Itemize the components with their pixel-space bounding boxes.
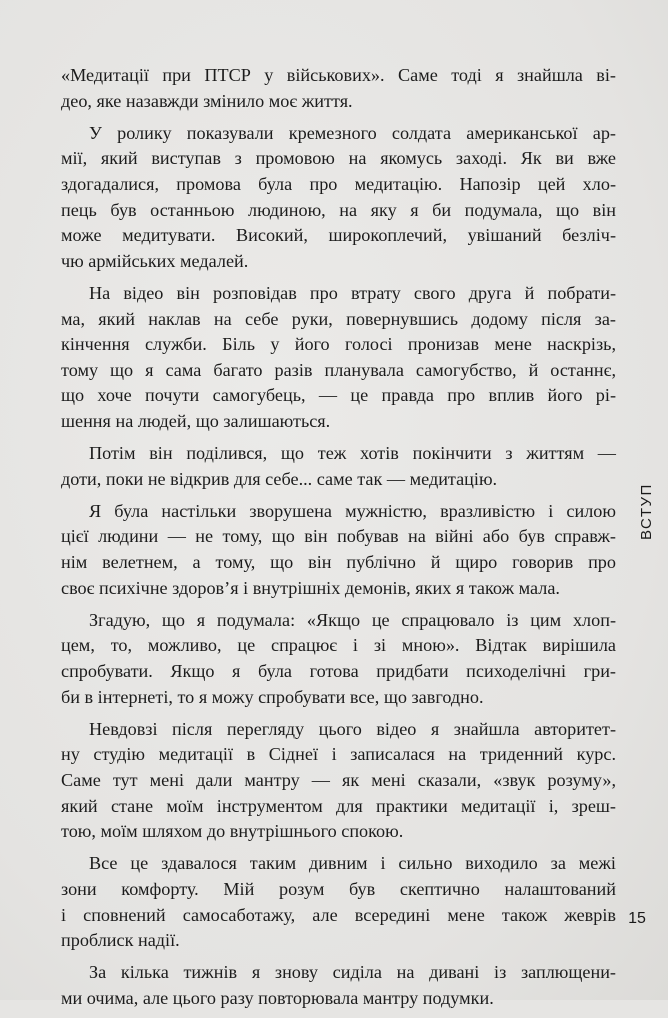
paragraph (61, 499, 616, 601)
text-line: що хоче почути самогубець, — це правда про вплив його рі- (61, 385, 616, 406)
text-line: тою, моїм шляхом до внутрішнього спокою. (61, 821, 404, 842)
text-line: кінчення служби. Біль у його голосі пронизав мене наскрізь, (61, 334, 616, 355)
text-line: може медитувати. Високий, широкоплечий, увішаний безліч- (61, 225, 616, 246)
text-line: і сповнений самосаботажу, але всередині мене також жеврів (61, 904, 616, 925)
text-line: цієї людини — не тому, що він побував на війні або був справж- (61, 526, 616, 547)
text-line: чю армійських медалей. (61, 250, 249, 271)
body-text (61, 63, 616, 1018)
text-line: цем, то, можливо, це спрацює і зі мною». Відтак вирішила (61, 635, 616, 656)
paragraph (61, 63, 616, 114)
text-line: доти, поки не відкрив для себе... саме так — медитацію. (61, 468, 498, 489)
paragraph (61, 960, 616, 1011)
text-line: своє психічне здоров’я і внутрішніх демонів, яких я також мала. (61, 577, 560, 598)
text-line: Саме тут мені дали мантру — як мені сказали, «звук розуму», (61, 770, 616, 790)
text-line: тому що я сама багато разів планувала самогубство, й останнє, (61, 359, 616, 380)
text-line: би в інтернеті, то я можу спробувати все, що завгодно. (61, 686, 484, 707)
text-line: пець був останньою людиною, на яку я би подумала, що він (61, 199, 616, 220)
text-line: На відео він розповідав про втрату свого друга й побрати- (89, 282, 616, 303)
paragraph (61, 121, 616, 275)
text-line: «Медитації при ПТСР у військових». Саме тоді я знайшла ві- (61, 65, 616, 85)
running-head: ВСТУП (638, 483, 655, 540)
paragraph (61, 851, 616, 953)
text-line: проблиск надії. (61, 930, 180, 951)
text-line: Невдовзі після перегляду цього відео я знайшла авторитет- (89, 718, 616, 739)
text-line: нім велетнем, а тому, що він публічно й щиро говорив про (61, 552, 616, 573)
text-line: здогадалися, промова була про медитацію. Напозір цей хло- (61, 173, 616, 194)
text-line: Я була настільки зворушена мужністю, вразливістю і силою (89, 500, 616, 521)
text-line: ма, який наклав на себе руки, повернувшись додому після за- (61, 308, 616, 329)
text-line: ми очима, але цього разу повторювала мантру подумки. (61, 987, 494, 1008)
text-line: шення на людей, що залишаються. (61, 410, 331, 431)
text-line: зони комфорту. Мій розум був скептично налаштований (61, 878, 616, 899)
text-line: спробувати. Якщо я була готова придбати психоделічні гри- (61, 661, 616, 682)
paragraph (61, 281, 616, 435)
text-line: мії, який виступав з промовою на якомусь заході. Як ви вже (61, 148, 616, 169)
text-line: Потім він поділився, що теж хотів покінчити з життям — (89, 443, 616, 464)
text-line: У ролику показували кремезного солдата американської ар- (89, 122, 616, 143)
page-number: 15 (628, 910, 646, 927)
text-line: За кілька тижнів я знову сиділа на дивані із заплющени- (89, 962, 616, 983)
text-line: Згадую, що я подумала: «Якщо це спрацювало із цим хлоп- (89, 609, 616, 630)
text-line: Все це здавалося таким дивним і сильно виходило за межі (89, 853, 616, 874)
text-line: ну студію медитації в Сіднеї і записалася на триденний курс. (61, 744, 616, 765)
text-line: део, яке назавжди змінило моє життя. (61, 90, 353, 111)
text-line: який стане моїм інструментом для практики медитації і, зреш- (61, 795, 616, 816)
paragraph (61, 608, 616, 710)
paragraph (61, 441, 616, 492)
paragraph (61, 717, 616, 845)
